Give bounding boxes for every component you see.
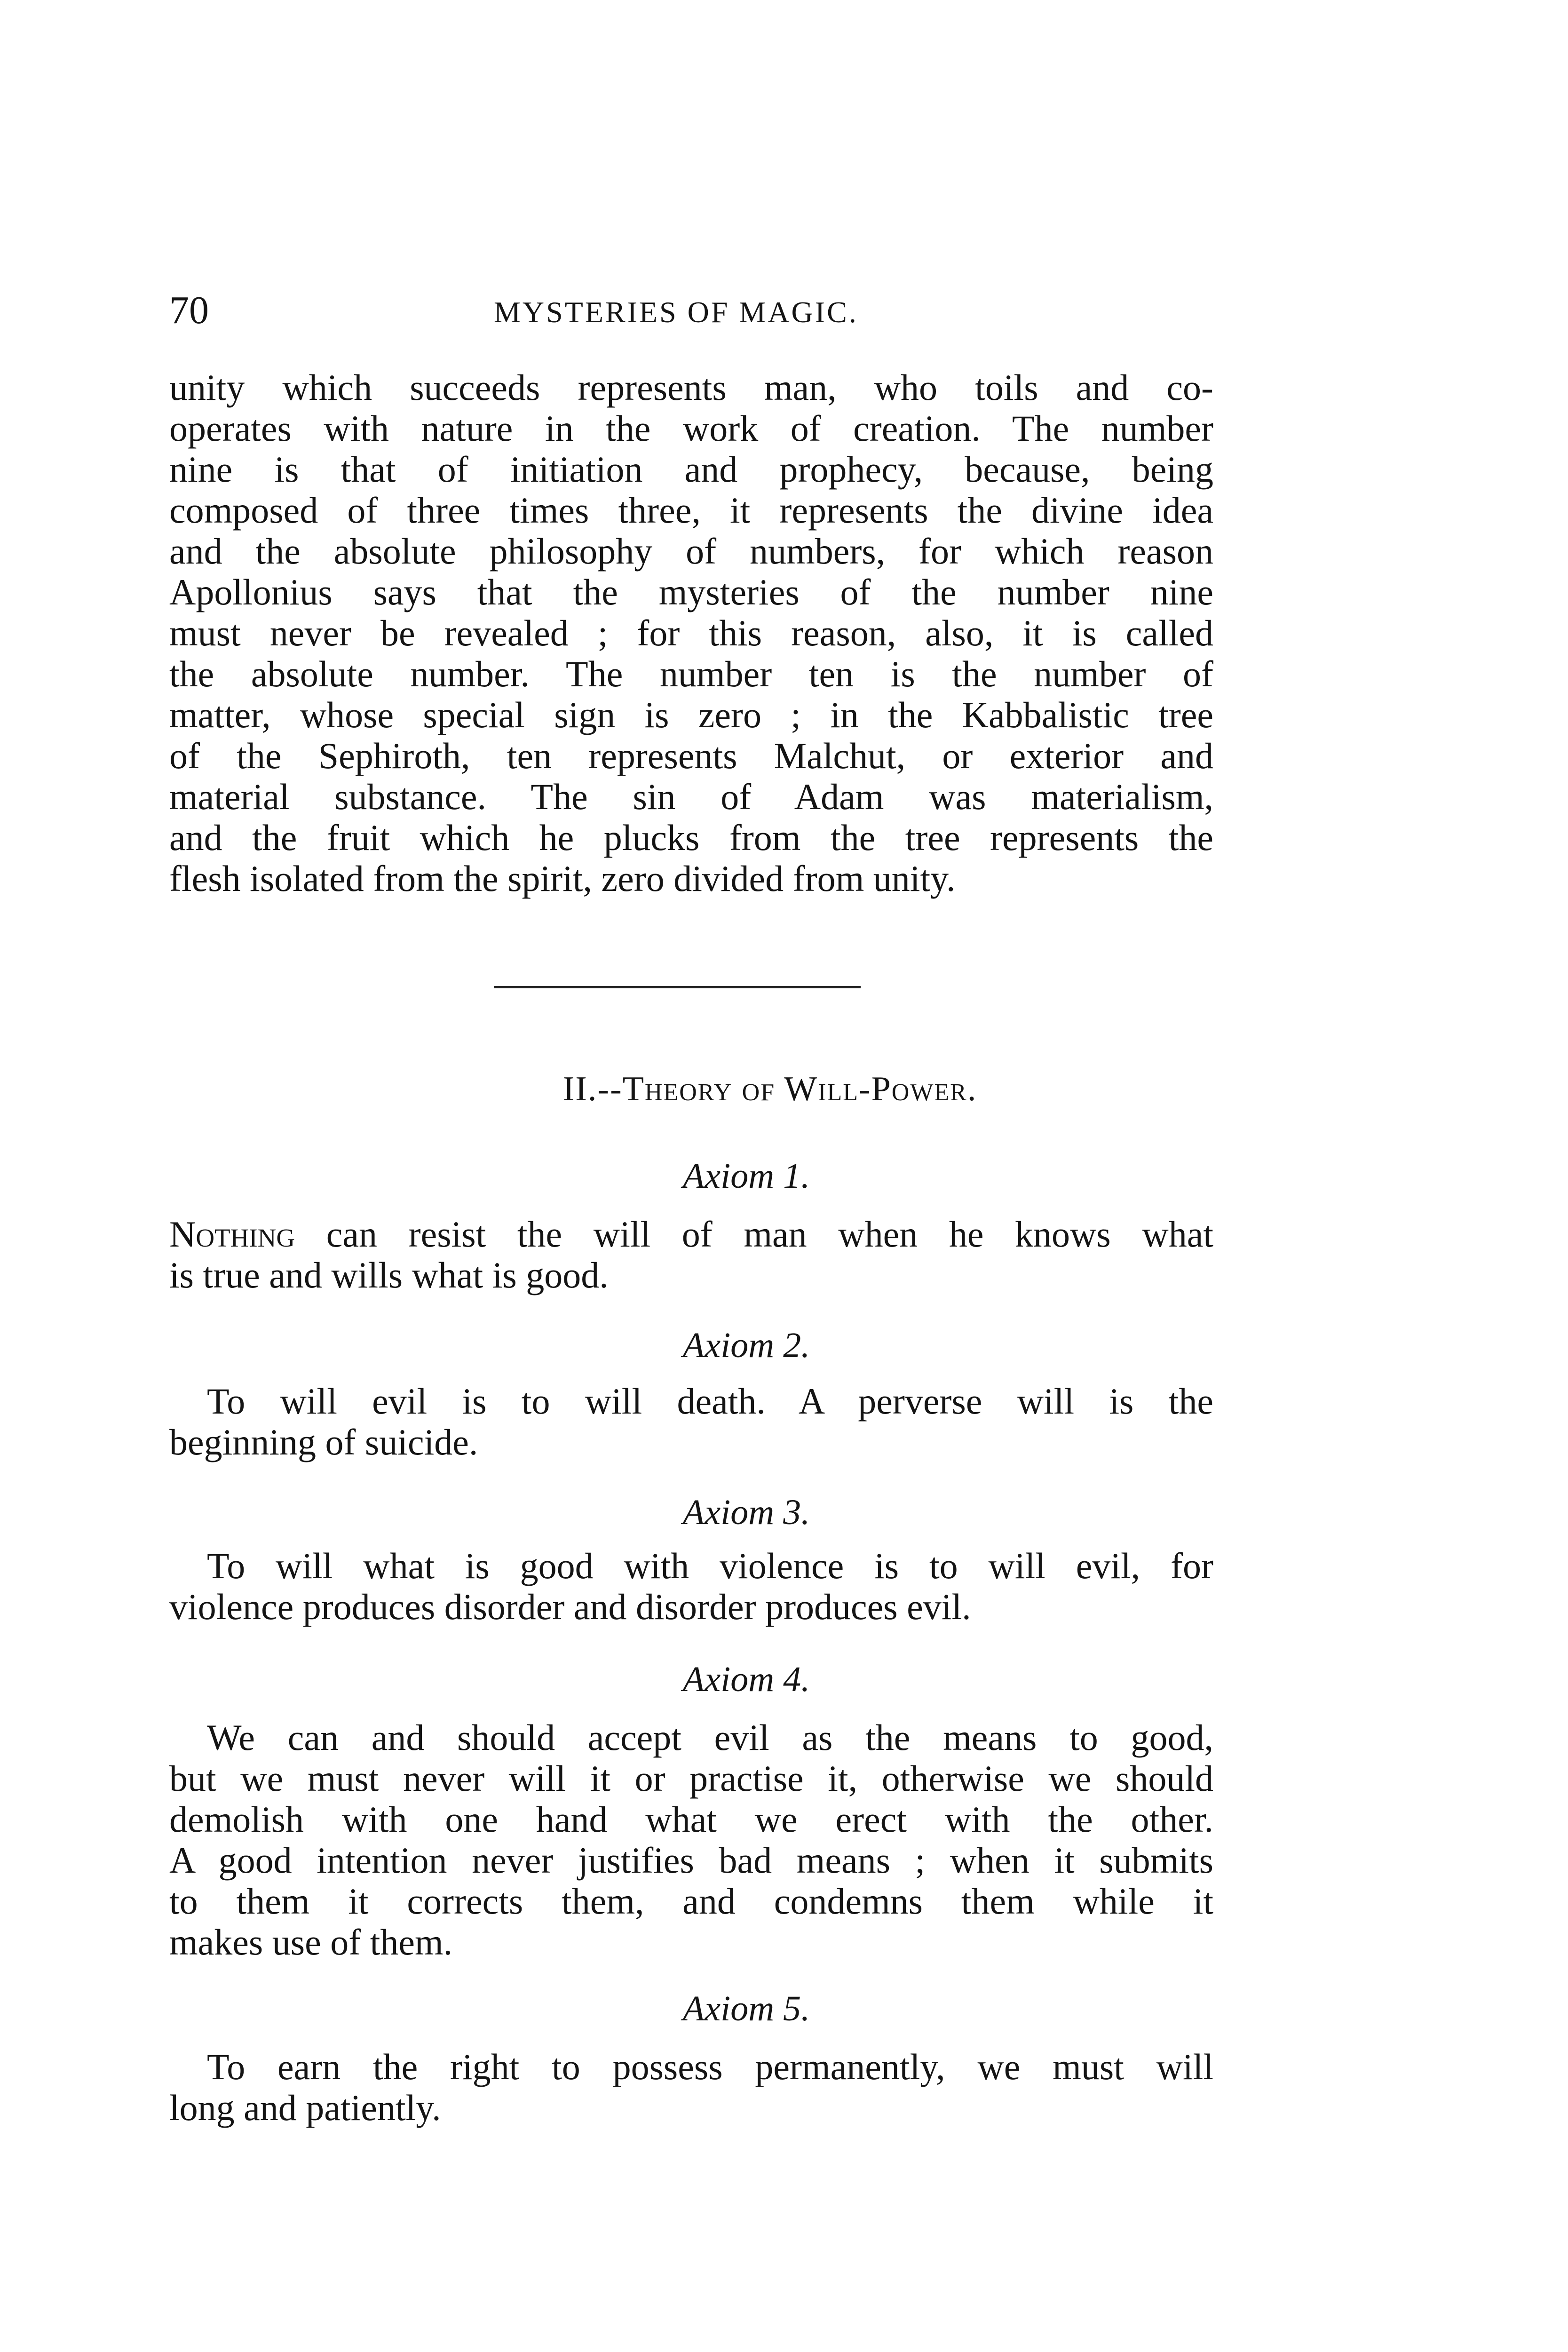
page-number: 70 (169, 288, 209, 332)
text-line: material substance. The sin of Adam was materialism, (169, 776, 1213, 817)
text-line: violence produces disorder and disorder produces evil. (169, 1586, 971, 1627)
text-line: and the absolute philosophy of numbers, for which reason (169, 531, 1213, 572)
text-line: To will what is good with violence is to will evil, for (207, 1545, 1213, 1586)
intro-paragraph (169, 367, 1213, 899)
axiom-text (169, 1214, 1213, 1295)
axiom-title: Axiom 4. (682, 1660, 810, 1699)
axiom-text (169, 1545, 1213, 1627)
line-rest: can resist the will of man when he knows what (295, 1214, 1213, 1255)
text-line: We can and should accept evil as the means to good, (207, 1717, 1213, 1758)
text-line: must never be revealed ; for this reason, also, it is called (169, 612, 1213, 653)
text-line: nine is that of initiation and prophecy, because, being (169, 449, 1213, 490)
axiom-text (169, 1717, 1213, 1963)
text-line: demolish with one hand what we erect with the other. (169, 1799, 1213, 1840)
text-line: the absolute number. The number ten is the number of (169, 653, 1213, 694)
text-line: and the fruit which he plucks from the tree represents the (169, 817, 1213, 858)
lead-word: Nothing (169, 1214, 295, 1255)
text-line: Apollonius says that the mysteries of the number nine (169, 572, 1213, 612)
text-line: of the Sephiroth, ten represents Malchut, or exterior and (169, 735, 1213, 776)
text-line: flesh isolated from the spirit, zero divided from unity. (169, 858, 956, 899)
text-line: A good intention never justifies bad means ; when it submits (169, 1840, 1213, 1881)
section-heading: II.--Theory of Will-Power. (562, 1070, 977, 1108)
text-line: To will evil is to will death. A perverse will is the (207, 1381, 1213, 1422)
axiom-title: Axiom 1. (682, 1156, 810, 1196)
text-line: to them it corrects them, and condemns them while it (169, 1881, 1213, 1922)
text-line: beginning of suicide. (169, 1422, 478, 1462)
text-line: long and patiently. (169, 2087, 441, 2128)
axiom-title: Axiom 2. (682, 1326, 810, 1365)
text-line: operates with nature in the work of creation. The number (169, 408, 1213, 449)
text-line: is true and wills what is good. (169, 1255, 609, 1295)
text-line: composed of three times three, it represents the divine idea (169, 490, 1213, 531)
axiom-text (169, 2046, 1213, 2128)
text-line: unity which succeeds represents man, who toils and co- (169, 367, 1213, 408)
axiom-title: Axiom 5. (682, 1989, 810, 2028)
section-divider (494, 986, 861, 988)
running-head (169, 287, 1223, 334)
text-line: but we must never will it or practise it, otherwise we should (169, 1758, 1213, 1799)
text-line: To earn the right to possess permanently, we must will (207, 2046, 1213, 2087)
running-title: MYSTERIES OF MAGIC. (494, 295, 858, 329)
axiom-text (169, 1381, 1213, 1462)
text-line: makes use of them. (169, 1922, 453, 1963)
axiom-title: Axiom 3. (682, 1493, 810, 1532)
text-line (169, 1214, 1213, 1255)
text-line: matter, whose special sign is zero ; in the Kabbalistic tree (169, 694, 1213, 735)
